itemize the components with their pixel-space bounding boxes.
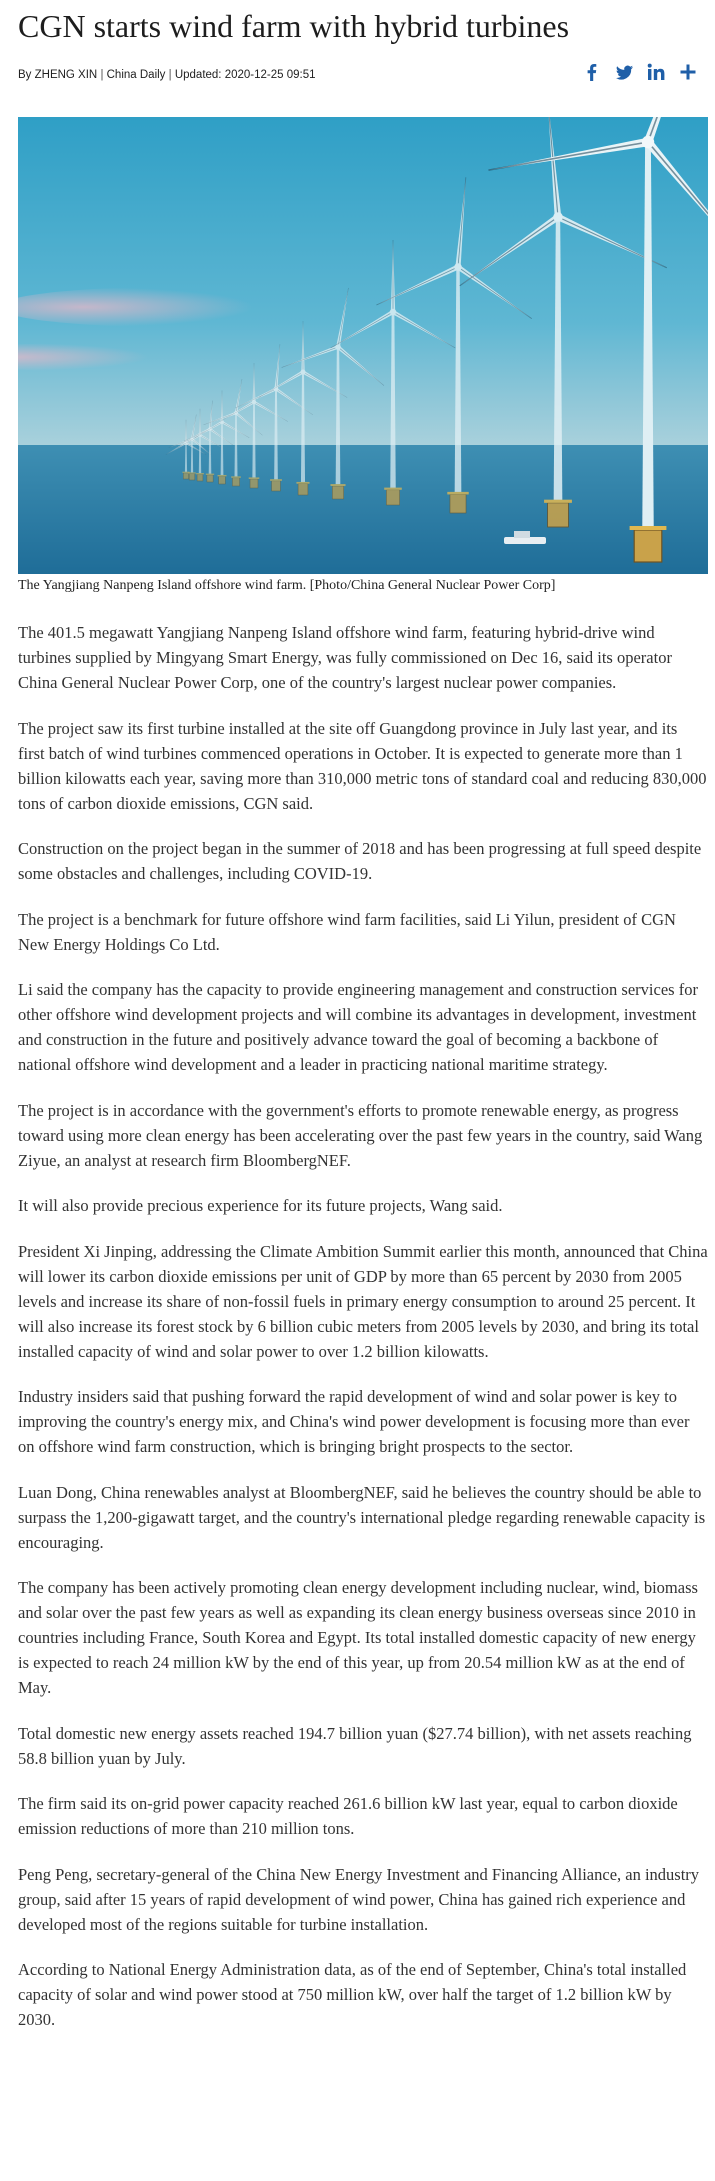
byline-separator: | — [168, 69, 175, 81]
source: China Daily — [106, 69, 166, 81]
article-paragraph: Peng Peng, secretary-general of the China New Energy Investment and Financing Alliance, an industry group, said after 15 years of rapid development of wind power, China has gained rich experience and developed most of the regions suitable for turbine installation. — [18, 1864, 700, 1934]
article-paragraph: Li said the company has the capacity to provide engineering management and construction services for other offshore wind development projects and will combine its advantages in development, investment and construction in the future and positively advance toward the goal of becoming a backbone of national offshore wind development and a leader in practicing national maritime strategy. — [18, 980, 698, 1074]
article-paragraph: The firm said its on-grid power capacity reached 261.6 billion kW last year, equal to carbon dioxide emission reductions of more than 210 million tons. — [18, 1794, 678, 1838]
author: By ZHENG XIN — [18, 69, 98, 81]
article-paragraph: The company has been actively promoting clean energy development including nuclear, wind, biomass and solar over the past few years as well as expanding its clean energy business overseas since 2010 in countries including France, South Korea and Egypt. Its total installed domestic capacity of new energy is expected to reach 24 million kW by the end of this year, up from 20.54 million kW as at the end of May. — [18, 1578, 698, 1697]
article-paragraph: Luan Dong, China renewables analyst at BloombergNEF, said he believes the country should be able to surpass the 1,200-gigawatt target, and the country's international pledge regarding renewable capacity is encouraging. — [18, 1482, 706, 1552]
article-photo — [18, 117, 708, 574]
byline-separator: | — [100, 69, 107, 81]
article-paragraph: President Xi Jinping, addressing the Climate Ambition Summit earlier this month, announced that China will lower its carbon dioxide emissions per unit of GDP by more than 65 percent by 2030 from 2005 levels and increase its share of non-fossil fuels in primary energy consumption to around 25 percent. It will also increase its forest stock by 6 billion cubic meters from 2005 levels by 2030, and bring its total installed capacity of wind and solar power to over 1.2 billion kilowatts. — [18, 1241, 708, 1361]
plus-icon[interactable] — [677, 61, 699, 83]
facebook-icon[interactable] — [581, 61, 603, 83]
wind-farm-photo — [18, 117, 708, 574]
article-body — [18, 620, 708, 2053]
twitter-icon[interactable] — [613, 61, 635, 83]
article-paragraph: It will also provide precious experience for its future projects, Wang said. — [18, 1196, 503, 1215]
article-paragraph: The project saw its first turbine installed at the site off Guangdong province in July last year, and its first batch of wind turbines commenced operations in October. It is expected to generate more than 1 billion kilowatts each year, saving more than 310,000 metric tons of standard coal and reducing 830,000 tons of carbon dioxide emissions, CGN said. — [18, 718, 707, 813]
article-paragraph: Industry insiders said that pushing forward the rapid development of wind and solar power is key to improving the country's energy mix, and China's wind power development is focusing more than ever on offshore wind farm construction, which is bringing bright prospects to the sector. — [18, 1387, 690, 1456]
article-paragraph: According to National Energy Administration data, as of the end of September, China's total installed capacity of solar and wind power stood at 750 million kW, over half the target of 1.2 billion kW by 2030. — [18, 1960, 687, 2029]
updated-timestamp: Updated: 2020-12-25 09:51 — [174, 69, 316, 81]
article-paragraph: The project is a benchmark for future offshore wind farm facilities, said Li Yilun, president of CGN New Energy Holdings Co Ltd. — [18, 909, 676, 954]
byline — [18, 67, 316, 83]
article-paragraph: The project is in accordance with the government's efforts to promote renewable energy, as progress toward using more clean energy has been accelerating over the past few years in the country, said Wang Ziyue, an analyst at research firm BloombergNEF. — [18, 1100, 703, 1170]
article-paragraph: Total domestic new energy assets reached 194.7 billion yuan ($27.74 billion), with net assets reaching 58.8 billion yuan by July. — [18, 1723, 692, 1768]
share-bar — [581, 61, 699, 83]
article-paragraph: Construction on the project began in the summer of 2018 and has been progressing at full speed despite some obstacles and challenges, including COVID-19. — [18, 839, 702, 883]
linkedin-icon[interactable] — [645, 61, 667, 83]
headline: CGN starts wind farm with hybrid turbines — [18, 8, 570, 44]
image-caption: The Yangjiang Nanpeng Island offshore wind farm. [Photo/China General Nuclear Power Corp] — [18, 578, 556, 593]
article-paragraph: The 401.5 megawatt Yangjiang Nanpeng Island offshore wind farm, featuring hybrid-drive wind turbines supplied by Mingyang Smart Energy, was fully commissioned on Dec 16, said its operator China General Nuclear Power Corp, one of the country's largest nuclear power companies. — [18, 623, 672, 692]
